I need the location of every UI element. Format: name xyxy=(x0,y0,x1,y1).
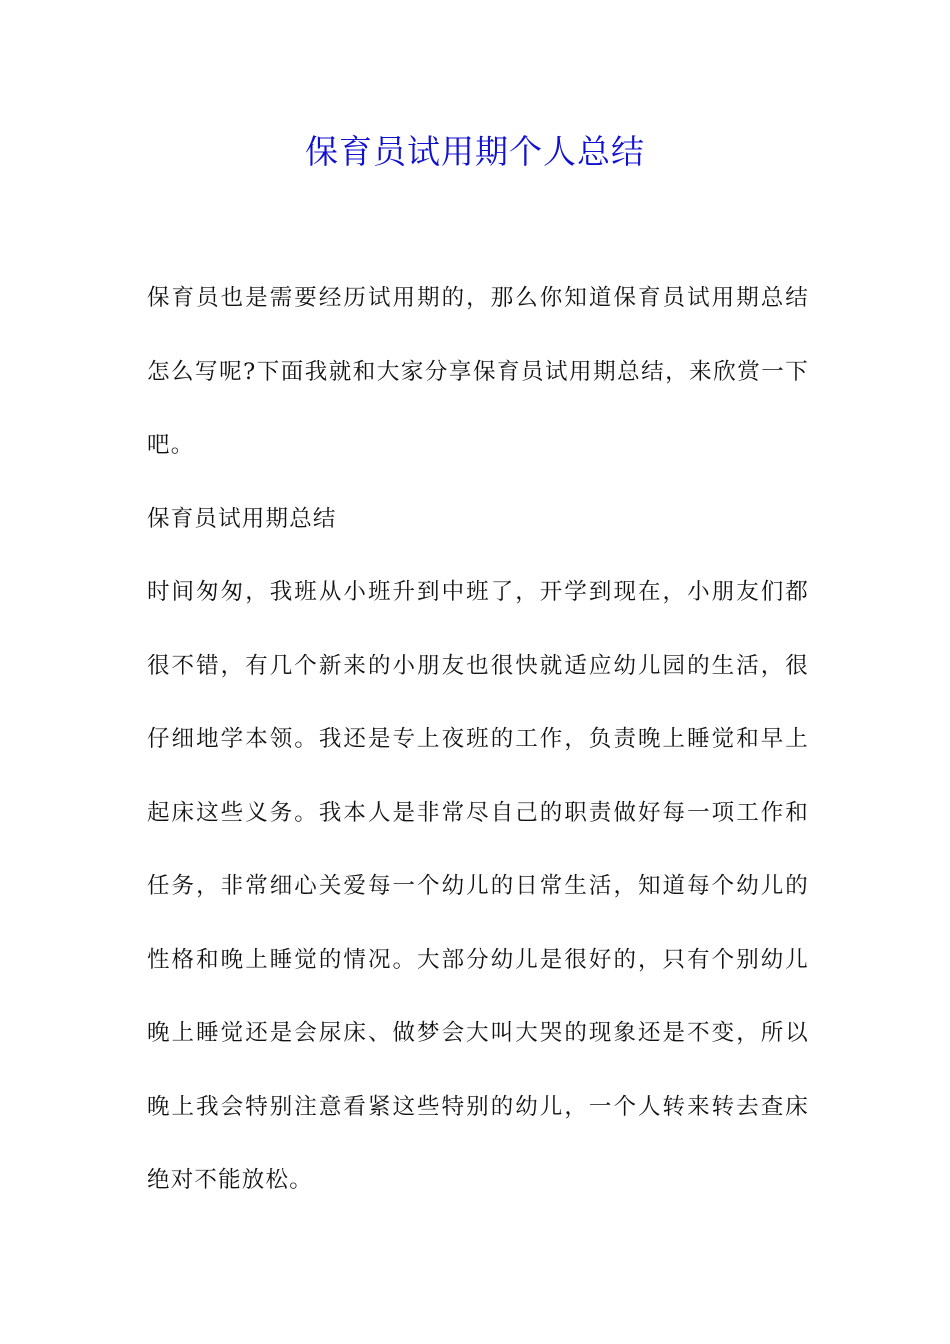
document-body xyxy=(147,262,809,1218)
document-title: 保育员试用期个人总结 xyxy=(305,132,645,171)
section-heading: 保育员试用期总结 xyxy=(147,505,337,532)
body-paragraph: 时间匆匆，我班从小班升到中班了，开学到现在，小朋友们都很不错，有几个新来的小朋友也很快就适应幼儿园的生活，很仔细地学本领。我还是专上夜班的工作，负责晚上睡觉和早上起床这些义务。我本人是非常尽自己的职责做好每一项工作和任务，非常细心关爱每一个幼儿的日常生活，知道每个幼儿的性格和晚上睡觉的情况。大部分幼儿是很好的，只有个别幼儿晚上睡觉还是会尿床、做梦会大叫大哭的现象还是不变，所以晚上我会特别注意看紧这些特别的幼儿，一个人转来转去查床绝对不能放松。 xyxy=(147,579,809,1193)
intro-paragraph: 保育员也是需要经历试用期的，那么你知道保育员试用期总结怎么写呢?下面我就和大家分享保育员试用期总结，来欣赏一下吧。 xyxy=(147,285,809,458)
